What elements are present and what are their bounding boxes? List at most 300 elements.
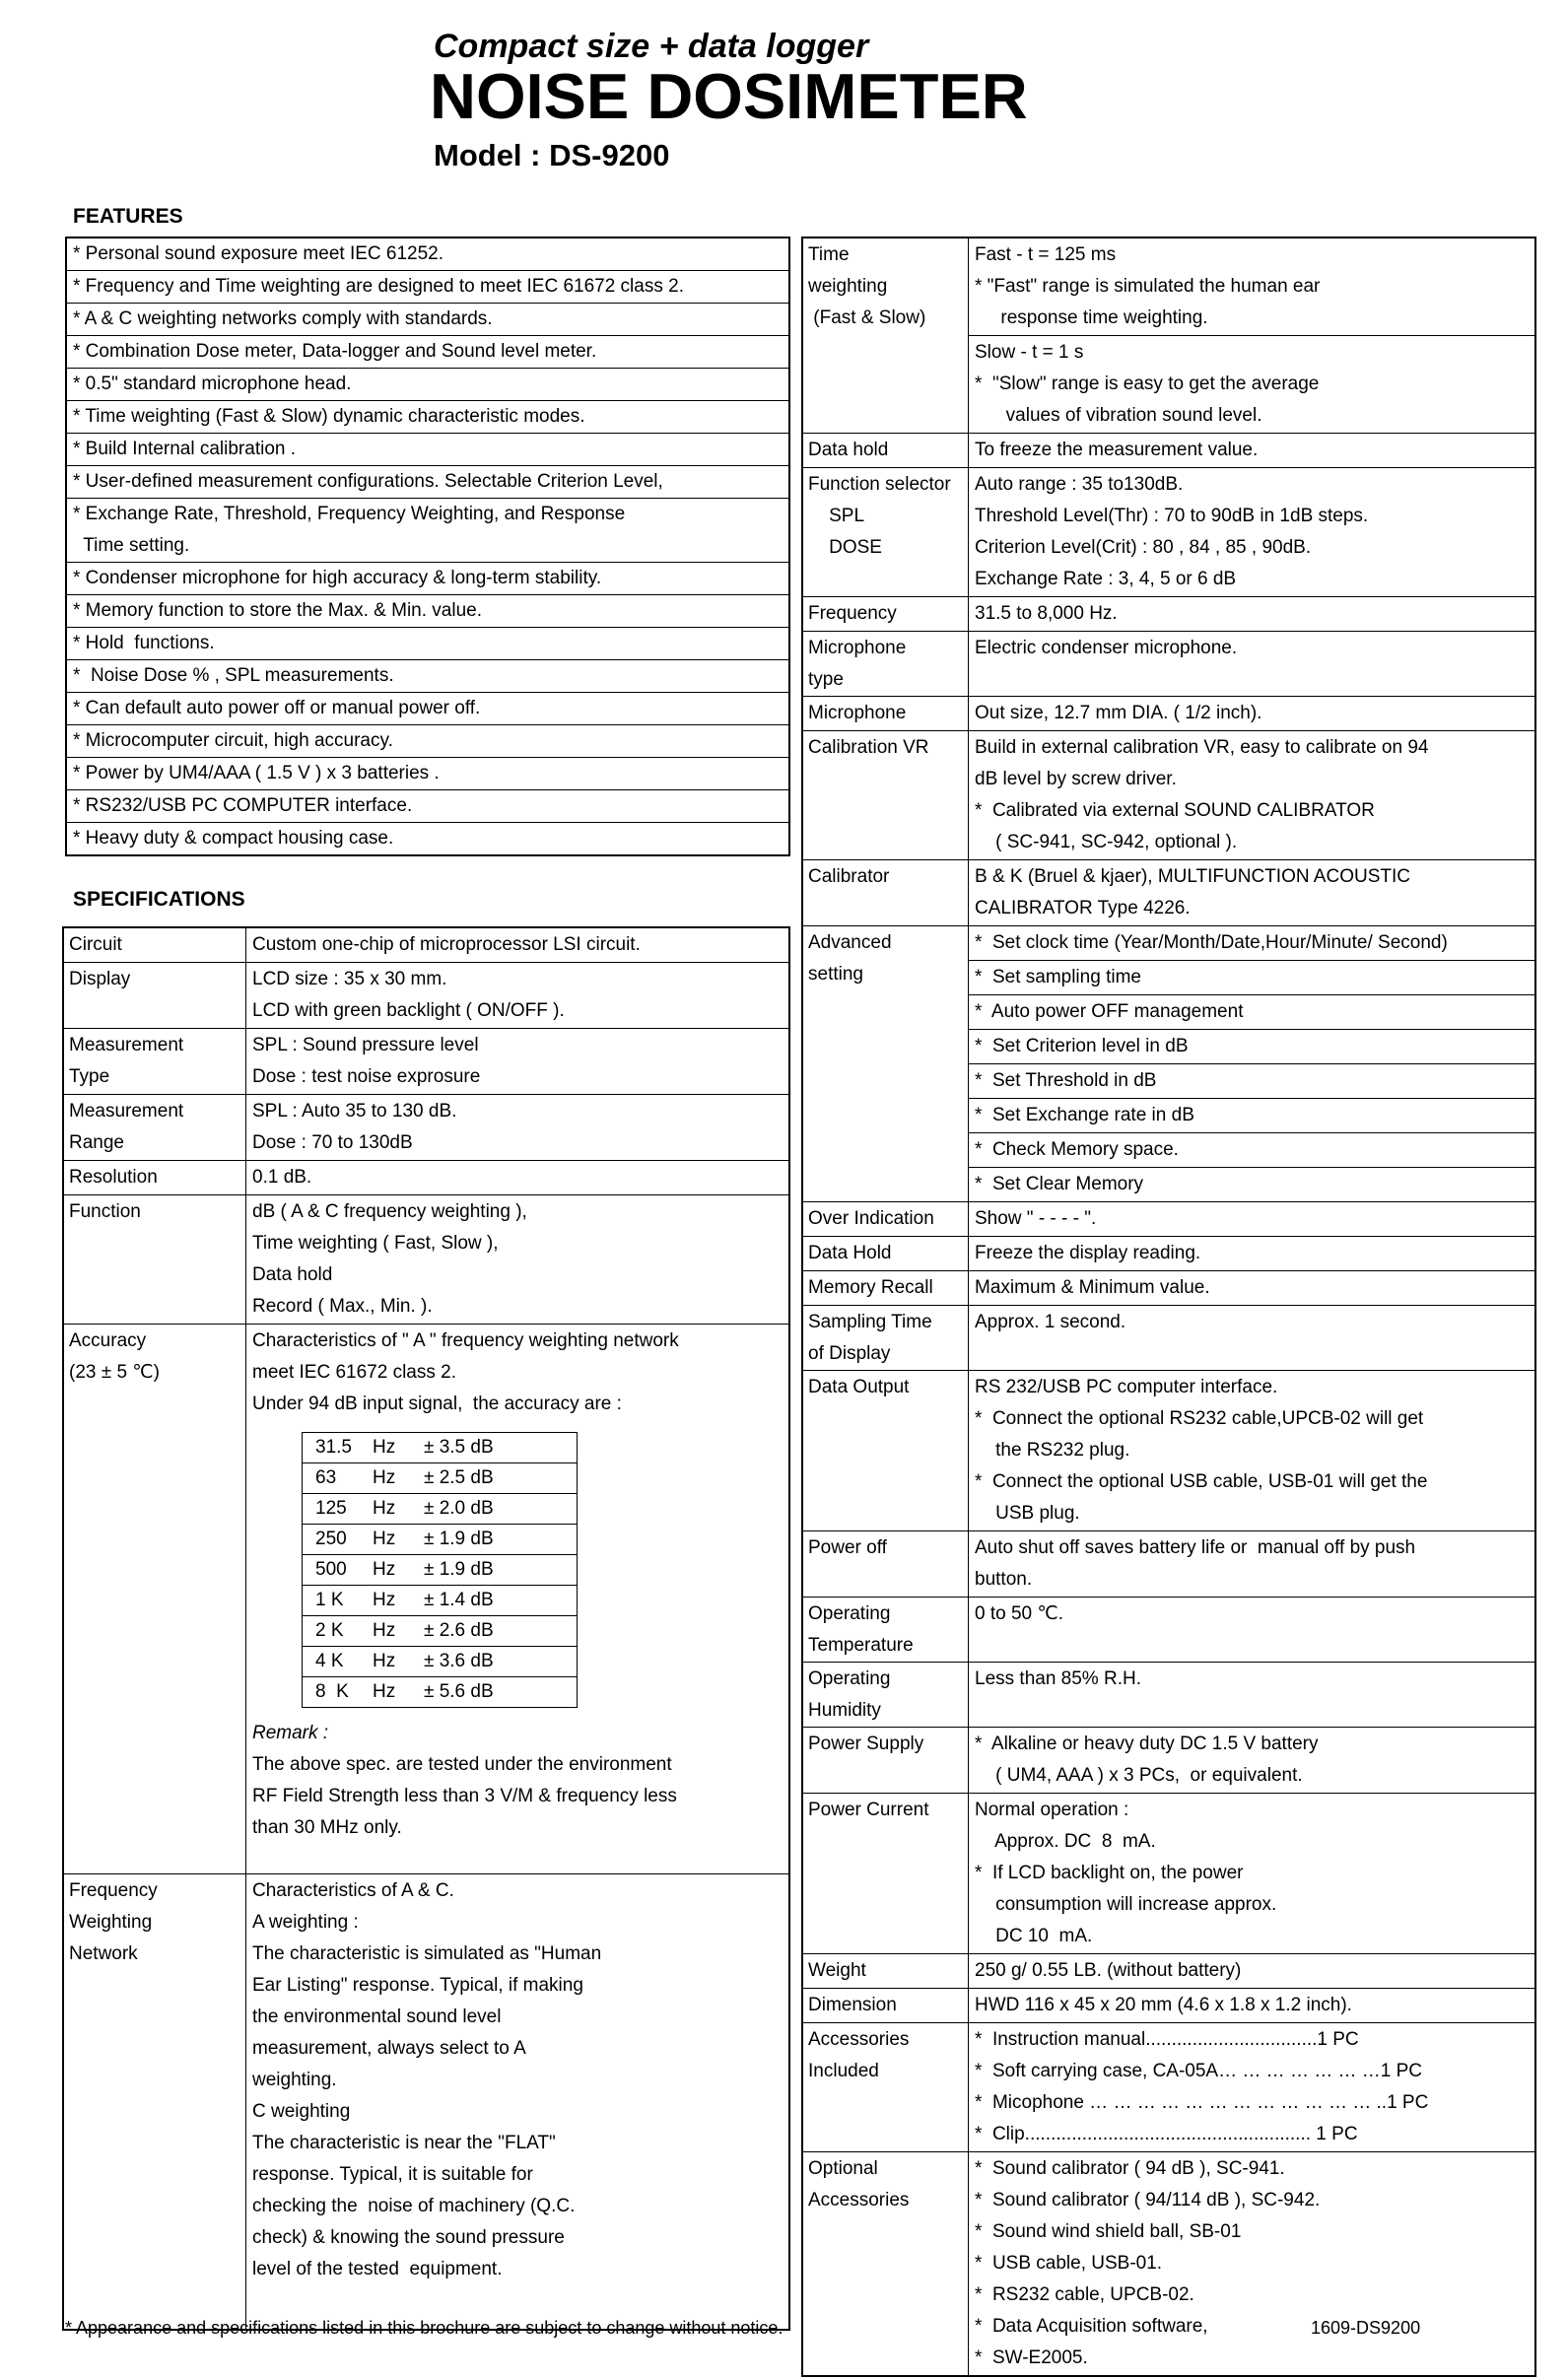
value-cell (969, 1954, 1534, 1988)
row-label (64, 1095, 246, 1160)
row-label (803, 1271, 969, 1305)
spec-row (803, 468, 1534, 597)
accuracy-row (303, 1494, 577, 1525)
feature-line: * Can default auto power off or manual power off. (73, 698, 481, 718)
feature-row (67, 563, 788, 595)
row-label (803, 1663, 969, 1727)
value-line: * Sound wind shield ball, SB-01 (975, 2221, 1242, 2242)
value-line: Auto shut off saves battery life or manual off by push (975, 1537, 1416, 1558)
value-line: * If LCD backlight on, the power (975, 1863, 1244, 1883)
value-line: To freeze the measurement value. (975, 440, 1259, 460)
value-line: Approx. DC 8 mA. (975, 1831, 1156, 1852)
feature-line: * Power by UM4/AAA ( 1.5 V ) x 3 batteries . (73, 763, 440, 783)
label-line: Operating (808, 1603, 891, 1624)
row-label (64, 1195, 246, 1324)
row-value (969, 1237, 1534, 1270)
feature-line: * User-defined measurement configurations. Selectable Criterion Level, (73, 471, 663, 492)
row-label (803, 1954, 969, 1988)
value-line: measurement, always select to A (252, 2038, 526, 2059)
row-value (969, 1598, 1534, 1662)
label-line: Measurement (69, 1035, 184, 1055)
feature-line: * Noise Dose % , SPL measurements. (73, 665, 394, 686)
row-label (803, 238, 969, 433)
row-value (969, 697, 1534, 730)
spec-row (64, 963, 788, 1029)
value-line: Dose : 70 to 130dB (252, 1132, 413, 1153)
value-line: * Set clock time (Year/Month/Date,Hour/Minute/ Second) (975, 932, 1448, 953)
label-line: Frequency (808, 603, 897, 624)
value-line: * Set Threshold in dB (975, 1070, 1157, 1091)
accuracy-tolerance: ± 1.9 dB (424, 1559, 494, 1580)
row-label (803, 1598, 969, 1662)
label-line: Included (808, 2061, 879, 2081)
value-line: Show " - - - - ". (975, 1208, 1097, 1229)
label-line: Temperature (808, 1635, 914, 1656)
feature-line: * Hold functions. (73, 633, 215, 653)
accuracy-row (303, 1433, 577, 1463)
value-line: consumption will increase approx. (975, 1894, 1277, 1915)
value-cell (969, 1133, 1534, 1168)
feature-cell (67, 595, 788, 627)
row-label (64, 1325, 246, 1873)
feature-row (67, 823, 788, 854)
row-label (803, 632, 969, 696)
value-line: response. Typical, it is suitable for (252, 2164, 533, 2185)
value-line: * Calibrated via external SOUND CALIBRATOR (975, 800, 1375, 821)
value-line: The above spec. are tested under the environment (252, 1754, 672, 1775)
label-line: Circuit (69, 934, 122, 955)
spec-row (803, 1202, 1534, 1237)
value-line: Criterion Level(Crit) : 80 , 84 , 85 , 90dB. (975, 537, 1312, 558)
value-line: Threshold Level(Thr) : 70 to 90dB in 1dB steps. (975, 506, 1369, 526)
value-line: Record ( Max., Min. ). (252, 1296, 433, 1317)
value-line: * Check Memory space. (975, 1139, 1179, 1160)
value-line: * Set Clear Memory (975, 1174, 1144, 1194)
feature-cell (67, 628, 788, 659)
spec-row (803, 1271, 1534, 1306)
value-line: CALIBRATOR Type 4226. (975, 898, 1191, 918)
value-line: Ear Listing" response. Typical, if making (252, 1975, 583, 1996)
value-line: Under 94 dB input signal, the accuracy are : (252, 1394, 622, 1414)
accuracy-tolerance: ± 1.9 dB (424, 1529, 494, 1549)
accuracy-unit: Hz (373, 1437, 396, 1458)
row-value (246, 1095, 788, 1160)
value-cell (246, 1874, 788, 2329)
accuracy-tolerance: ± 2.0 dB (424, 1498, 494, 1519)
value-line: Less than 85% R.H. (975, 1668, 1141, 1689)
label-line: Function selector (808, 474, 951, 495)
value-cell (969, 1598, 1534, 1662)
value-line: DC 10 mA. (975, 1926, 1093, 1946)
value-cell (969, 1237, 1534, 1270)
feature-line: * Exchange Rate, Threshold, Frequency Weighting, and Response (73, 504, 626, 524)
label-line: Dimension (808, 1995, 897, 2015)
feature-line: * RS232/USB PC COMPUTER interface. (73, 795, 413, 816)
feature-cell (67, 823, 788, 854)
feature-line: * A & C weighting networks comply with standards. (73, 308, 493, 329)
footer-note: * Appearance and specifications listed in this brochure are subject to change without notice. (65, 2318, 784, 2338)
accuracy-unit: Hz (373, 1681, 396, 1702)
row-label (803, 2023, 969, 2151)
row-label (803, 434, 969, 467)
label-line: SPL (808, 506, 865, 526)
value-line: Electric condenser microphone. (975, 638, 1238, 658)
value-cell (969, 1030, 1534, 1064)
value-line: response time weighting. (975, 307, 1208, 328)
value-line: Fast - t = 125 ms (975, 244, 1117, 265)
label-line: Power Supply (808, 1734, 924, 1754)
value-line: Out size, 12.7 mm DIA. ( 1/2 inch). (975, 703, 1262, 723)
row-value (969, 468, 1534, 596)
value-line: Characteristics of " A " frequency weighting network (252, 1330, 679, 1351)
feature-cell (67, 563, 788, 594)
value-line: meet IEC 61672 class 2. (252, 1362, 456, 1383)
label-line: (Fast & Slow) (808, 307, 926, 328)
label-line: Data hold (808, 440, 889, 460)
feature-row (67, 369, 788, 401)
label-line: DOSE (808, 537, 882, 558)
feature-row (67, 595, 788, 628)
value-cell (969, 1202, 1534, 1236)
accuracy-row (303, 1463, 577, 1494)
spec-row (803, 731, 1534, 860)
value-cell (969, 697, 1534, 730)
label-line: Function (69, 1201, 141, 1222)
feature-cell (67, 660, 788, 692)
feature-cell (67, 725, 788, 757)
document-code: 1609-DS9200 (1311, 2318, 1421, 2338)
value-line: SPL : Auto 35 to 130 dB. (252, 1101, 457, 1122)
value-cell (969, 1531, 1534, 1597)
row-label (803, 1794, 969, 1953)
features-heading: FEATURES (73, 205, 183, 228)
value-line: Slow - t = 1 s (975, 342, 1084, 363)
label-line: type (808, 669, 844, 690)
row-label (803, 926, 969, 1201)
feature-cell (67, 336, 788, 368)
value-line: Exchange Rate : 3, 4, 5 or 6 dB (975, 569, 1237, 589)
value-cell (969, 1728, 1534, 1793)
row-value (969, 926, 1534, 1201)
spec-row (64, 1161, 788, 1195)
row-value (969, 597, 1534, 631)
value-line: * Sound calibrator ( 94/114 dB ), SC-942. (975, 2190, 1321, 2210)
value-cell (969, 926, 1534, 961)
spec-row (803, 1989, 1534, 2023)
accuracy-row (303, 1647, 577, 1677)
accuracy-tolerance: ± 2.6 dB (424, 1620, 494, 1641)
value-cell (969, 632, 1534, 696)
spec-row (803, 697, 1534, 731)
row-label (64, 963, 246, 1028)
spec-row (64, 928, 788, 963)
accuracy-unit: Hz (373, 1620, 396, 1641)
feature-cell (67, 271, 788, 303)
accuracy-tolerance: ± 3.5 dB (424, 1437, 494, 1458)
label-line: setting (808, 964, 863, 985)
value-cell (969, 336, 1534, 433)
feature-row (67, 304, 788, 336)
accuracy-table (302, 1432, 578, 1708)
row-label (64, 1874, 246, 2329)
row-value (246, 1874, 788, 2329)
value-cell (969, 2023, 1534, 2151)
accuracy-frequency: 31.5 (315, 1437, 352, 1458)
value-line: ( SC-941, SC-942, optional ). (975, 832, 1238, 852)
spec-row (803, 1794, 1534, 1954)
accuracy-tolerance: ± 1.4 dB (424, 1590, 494, 1610)
value-line: * Auto power OFF management (975, 1001, 1244, 1022)
value-line: RF Field Strength less than 3 V/M & frequency less (252, 1786, 677, 1806)
row-label (803, 697, 969, 730)
value-line: button. (975, 1569, 1033, 1590)
value-line: * Clip....................................................... 1 PC (975, 2124, 1358, 2144)
row-value (969, 1989, 1534, 2022)
feature-line: * Memory function to store the Max. & Min. value. (73, 600, 483, 621)
spec-row (803, 2023, 1534, 2152)
value-line: Freeze the display reading. (975, 1243, 1201, 1263)
spec-row (803, 1371, 1534, 1531)
accuracy-frequency: 500 (315, 1559, 347, 1580)
feature-cell (67, 369, 788, 400)
label-line: Power Current (808, 1800, 929, 1820)
label-line: of Display (808, 1343, 891, 1364)
row-value (969, 1794, 1534, 1953)
feature-row (67, 660, 788, 693)
value-line: Data hold (252, 1264, 333, 1285)
value-cell (969, 468, 1534, 596)
row-label (64, 1029, 246, 1094)
label-line: Accessories (808, 2190, 910, 2210)
value-line: 0 to 50 ℃. (975, 1603, 1063, 1624)
label-line: Microphone (808, 638, 907, 658)
value-line: * Instruction manual.................................1 PC (975, 2029, 1359, 2050)
value-line: USB plug. (975, 1503, 1080, 1524)
value-cell (246, 928, 788, 962)
value-cell (969, 1663, 1534, 1727)
accuracy-row (303, 1616, 577, 1647)
feature-cell (67, 434, 788, 465)
feature-cell (67, 499, 788, 562)
value-line: RS 232/USB PC computer interface. (975, 1377, 1278, 1397)
label-line: Weight (808, 1960, 866, 1981)
row-value (246, 1195, 788, 1324)
spec-row (803, 1728, 1534, 1794)
value-cell (969, 434, 1534, 467)
label-line: Display (69, 969, 131, 989)
feature-line: * Combination Dose meter, Data-logger and Sound level meter. (73, 341, 597, 362)
value-line: * Set Criterion level in dB (975, 1036, 1189, 1056)
row-label (803, 1989, 969, 2022)
accuracy-unit: Hz (373, 1467, 396, 1488)
value-line: * Alkaline or heavy duty DC 1.5 V battery (975, 1734, 1319, 1754)
feature-line: Time setting. (73, 535, 190, 556)
label-line: Calibrator (808, 866, 890, 887)
label-line: Operating (808, 1668, 891, 1689)
value-cell (246, 1161, 788, 1194)
value-line: A weighting : (252, 1912, 359, 1933)
value-cell (969, 731, 1534, 859)
row-value (969, 632, 1534, 696)
spec-row (803, 2152, 1534, 2375)
value-line: Custom one-chip of microprocessor LSI circuit. (252, 934, 641, 955)
model-number: Model : DS-9200 (434, 138, 670, 172)
row-value (969, 434, 1534, 467)
row-label (803, 860, 969, 925)
value-cell (969, 961, 1534, 995)
row-value (969, 1954, 1534, 1988)
feature-row (67, 466, 788, 499)
value-line: * Micophone … … … … … … … … … … … … ..1 PC (975, 2092, 1429, 2113)
row-value (246, 1325, 788, 1873)
value-line: * Set sampling time (975, 967, 1141, 987)
value-cell (969, 860, 1534, 925)
feature-row (67, 499, 788, 563)
feature-row (67, 336, 788, 369)
feature-row (67, 271, 788, 304)
value-line: than 30 MHz only. (252, 1817, 402, 1838)
label-line: Advanced (808, 932, 892, 953)
label-line: Power off (808, 1537, 887, 1558)
spec-row (803, 860, 1534, 926)
row-label (803, 1306, 969, 1370)
value-line: values of vibration sound level. (975, 405, 1262, 426)
feature-row (67, 725, 788, 758)
value-line: The characteristic is near the "FLAT" (252, 2133, 556, 2153)
feature-line: * Heavy duty & compact housing case. (73, 828, 394, 849)
spec-row (64, 1874, 788, 2329)
row-label (803, 597, 969, 631)
spec-row (803, 1663, 1534, 1728)
row-label (803, 731, 969, 859)
row-value (969, 2152, 1534, 2375)
feature-row (67, 790, 788, 823)
accuracy-unit: Hz (373, 1498, 396, 1519)
accuracy-row (303, 1555, 577, 1586)
label-line: Time (808, 244, 850, 265)
spec-row (64, 1029, 788, 1095)
label-line: Data Output (808, 1377, 910, 1397)
row-label (64, 1161, 246, 1194)
value-line: Build in external calibration VR, easy to calibrate on 94 (975, 737, 1429, 758)
value-cell (246, 1195, 788, 1324)
accuracy-row (303, 1525, 577, 1555)
label-line: Type (69, 1066, 110, 1087)
tagline: Compact size + data logger (434, 28, 869, 65)
value-cell (969, 995, 1534, 1030)
feature-row (67, 628, 788, 660)
value-cell (969, 1064, 1534, 1099)
feature-cell (67, 238, 788, 270)
spec-row (64, 1095, 788, 1161)
accuracy-frequency: 2 K (315, 1620, 344, 1641)
accuracy-row (303, 1677, 577, 1707)
value-line: 0.1 dB. (252, 1167, 312, 1188)
accuracy-frequency: 250 (315, 1529, 347, 1549)
label-line: Data Hold (808, 1243, 892, 1263)
feature-cell (67, 401, 788, 433)
feature-cell (67, 466, 788, 498)
value-line: * Sound calibrator ( 94 dB ), SC-941. (975, 2158, 1285, 2179)
row-value (246, 1161, 788, 1194)
row-label (803, 2152, 969, 2375)
row-value (969, 860, 1534, 925)
value-cell (969, 2152, 1534, 2375)
value-line: ( UM4, AAA ) x 3 PCs, or equivalent. (975, 1765, 1303, 1786)
feature-line: * Frequency and Time weighting are designed to meet IEC 61672 class 2. (73, 276, 684, 297)
row-label (803, 1237, 969, 1270)
label-line: Accessories (808, 2029, 910, 2050)
value-cell (969, 238, 1534, 336)
spec-row (803, 632, 1534, 697)
value-line: checking the noise of machinery (Q.C. (252, 2196, 576, 2216)
accuracy-frequency: 63 (315, 1467, 337, 1488)
value-line: * Connect the optional USB cable, USB-01 will get the (975, 1471, 1428, 1492)
value-cell (969, 1271, 1534, 1305)
spec-row (803, 1531, 1534, 1598)
value-line: Dose : test noise exprosure (252, 1066, 481, 1087)
value-cell (969, 1371, 1534, 1530)
specifications-table-right (801, 237, 1536, 2377)
value-line: Maximum & Minimum value. (975, 1277, 1210, 1298)
value-cell (969, 597, 1534, 631)
feature-line: * Time weighting (Fast & Slow) dynamic characteristic modes. (73, 406, 585, 427)
value-line: the environmental sound level (252, 2006, 502, 2027)
value-line: Approx. 1 second. (975, 1312, 1126, 1332)
accuracy-unit: Hz (373, 1651, 396, 1671)
accuracy-unit: Hz (373, 1529, 396, 1549)
row-label (803, 1202, 969, 1236)
value-line: * "Fast" range is simulated the human ear (975, 276, 1321, 297)
feature-cell (67, 758, 788, 789)
label-line: Calibration VR (808, 737, 929, 758)
row-value (969, 238, 1534, 433)
accuracy-frequency: 1 K (315, 1590, 344, 1610)
row-label (803, 1728, 969, 1793)
row-label (803, 1371, 969, 1530)
spec-row (803, 1306, 1534, 1371)
spec-row (803, 434, 1534, 468)
row-label (64, 928, 246, 962)
value-line: check) & knowing the sound pressure (252, 2227, 565, 2248)
value-cell (969, 1989, 1534, 2022)
specifications-table-left (62, 926, 790, 2331)
value-line: Auto range : 35 to130dB. (975, 474, 1184, 495)
label-line: Humidity (808, 1700, 881, 1721)
label-line: Optional (808, 2158, 878, 2179)
value-line: * Connect the optional RS232 cable,UPCB-02 will get (975, 1408, 1424, 1429)
value-line: B & K (Bruel & kjaer), MULTIFUNCTION ACOUSTIC (975, 866, 1410, 887)
value-line: level of the tested equipment. (252, 2259, 503, 2279)
feature-cell (67, 304, 788, 335)
value-cell (246, 1325, 788, 1873)
value-line: SPL : Sound pressure level (252, 1035, 479, 1055)
row-label (803, 468, 969, 596)
row-value (969, 1728, 1534, 1793)
feature-cell (67, 693, 788, 724)
spec-row (64, 1325, 788, 1874)
row-value (969, 1663, 1534, 1727)
label-line: Sampling Time (808, 1312, 932, 1332)
label-line: Over Indication (808, 1208, 934, 1229)
row-value (969, 731, 1534, 859)
value-line: * Data Acquisition software, (975, 2316, 1208, 2337)
value-line: * "Slow" range is easy to get the average (975, 374, 1320, 394)
row-value (246, 928, 788, 962)
feature-line: * 0.5" standard microphone head. (73, 374, 352, 394)
label-line: Frequency (69, 1880, 158, 1901)
value-cell (969, 1794, 1534, 1953)
